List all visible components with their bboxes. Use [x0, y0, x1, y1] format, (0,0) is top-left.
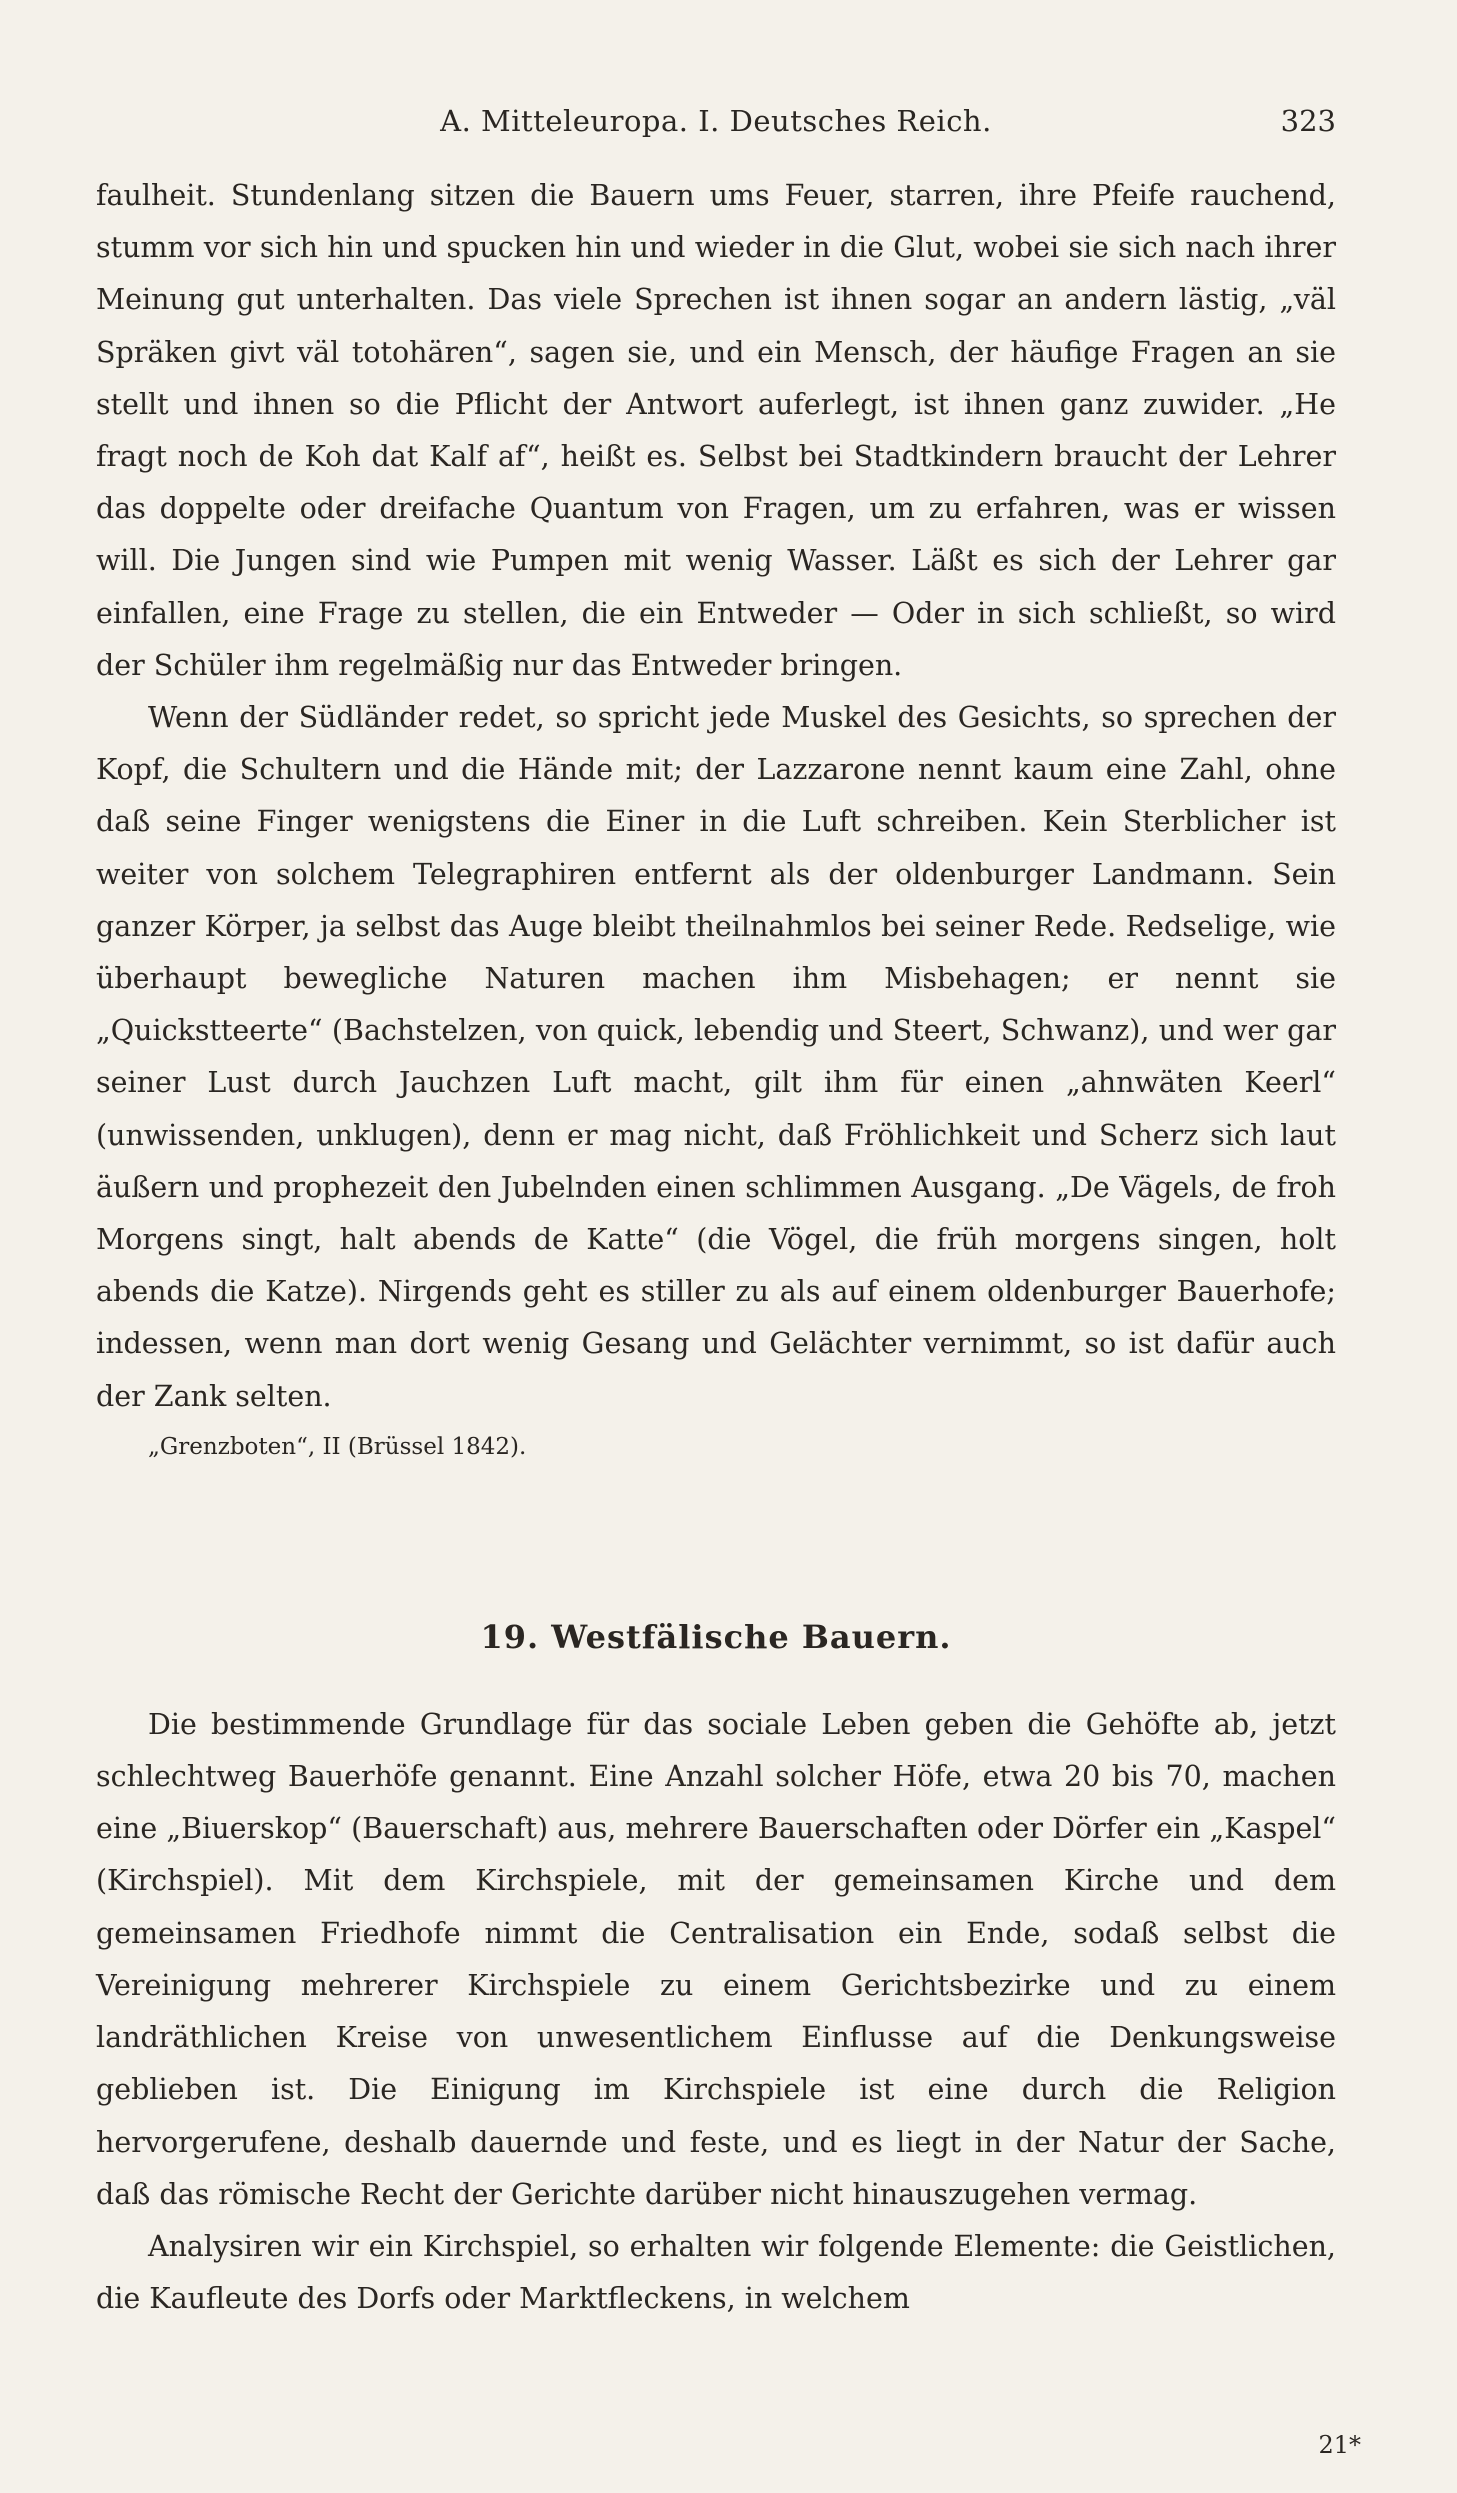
printer-signature: 21* [1318, 2431, 1361, 2459]
section-heading: 19. Westfälische Bauern. [480, 1617, 952, 1656]
paragraph: Analysiren wir ein Kirchspiel, so erhalten wir folgende Elemente: die Geistlichen, die Kaufleute des Dorfs oder Marktfleckens, in welchem [96, 2229, 1336, 2316]
page-number: 323 [1280, 104, 1336, 138]
paragraph: Die bestimmende Grundlage für das sociale Leben geben die Gehöfte ab, jetzt schlechtweg Bauerhöfe genannt. Eine Anzahl solcher Höfe, etwa 20 bis 70, machen eine „Biuerskop“ (Bauerschaft) aus, mehrere Bauerschaften oder Dörfer ein „Kaspel“ (Kirchspiel). Mit dem Kirchspiele, mit der gemeinsamen Kirche und dem gemeinsamen Friedhofe nimmt die Centralisation ein Ende, sodaß selbst die Vereinigung mehrerer Kirchspiele zu einem Gerichtsbezirke und zu einem landräthlichen Kreise von unwesentlichem Einflusse auf die Denkungsweise geblieben ist. Die Einigung im Kirchspiele ist eine durch die Religion hervorgerufene, deshalb dauernde und feste, und es liegt in der Natur der Sache, daß das römische Recht der Gerichte darüber nicht hinauszugehen vermag. [96, 1707, 1336, 2211]
source-citation: „Grenzboten“, II (Brüssel 1842). [148, 1433, 527, 1460]
running-head [96, 96, 1336, 146]
running-title: A. Mitteleuropa. I. Deutsches Reich. [440, 104, 992, 138]
paragraph: Wenn der Südländer redet, so spricht jede Muskel des Gesichts, so sprechen der Kopf, die Schultern und die Hände mit; der Lazzarone nennt kaum eine Zahl, ohne daß seine Finger wenigstens die Einer in die Luft schreiben. Kein Sterblicher ist weiter von solchem Telegraphiren entfernt als der oldenburger Landmann. Sein ganzer Körper, ja selbst das Auge bleibt theilnahmlos bei seiner Rede. Redselige, wie überhaupt bewegliche Naturen machen ihm Misbehagen; er nennt sie „Quickstteerte“ (Bachstelzen, von quick, lebendig und Steert, Schwanz), und wer gar seiner Lust durch Jauchzen Luft macht, gilt ihm für einen „ahnwäten Keerl“ (unwissenden, unklugen), denn er mag nicht, daß Fröhlichkeit und Scherz sich laut äußern und prophezeit den Jubelnden einen schlimmen Ausgang. „De Vägels, de froh Morgens singt, halt abends de Katte“ (die Vögel, die früh morgens singen, holt abends die Katze). Nirgends geht es stiller zu als auf einem oldenburger Bauerhofe; indessen, wenn man dort wenig Gesang und Gelächter vernimmt, so ist dafür auch der Zank selten. [96, 701, 1336, 1413]
body-text [96, 170, 1336, 2325]
paragraph: faulheit. Stundenlang sitzen die Bauern ums Feuer, starren, ihre Pfeife rauchend, stumm vor sich hin und spucken hin und wieder in die Glut, wobei sie sich nach ihrer Meinung gut unterhalten. Das viele Sprechen ist ihnen sogar an andern lästig, „väl Spräken givt väl totohären“, sagen sie, und ein Mensch, der häufige Fragen an sie stellt und ihnen so die Pflicht der Antwort auferlegt, ist ihnen ganz zuwider. „He fragt noch de Koh dat Kalf af“, heißt es. Selbst bei Stadtkindern braucht der Lehrer das doppelte oder dreifache Quantum von Fragen, um zu erfahren, was er wissen will. Die Jungen sind wie Pumpen mit wenig Wasser. Läßt es sich der Lehrer gar einfallen, eine Frage zu stellen, die ein Entweder — Oder in sich schließt, so wird der Schüler ihm regelmäßig nur das Entweder bringen. [96, 179, 1336, 682]
